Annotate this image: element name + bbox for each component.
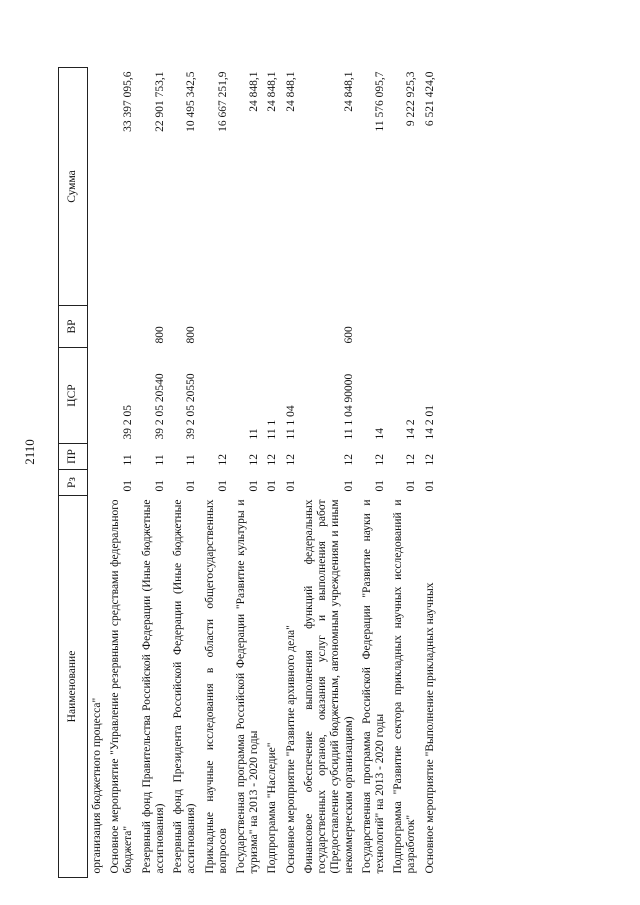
row-csr: 39 2 05 — [122, 405, 135, 440]
row-sum: 22 901 753,1 — [153, 71, 166, 132]
row-vr: 600 — [342, 326, 355, 344]
row-name: Финансовое обеспечение выполнения функций федеральных государственных органов, оказания услуг и выполнения работ (Предоставление субсидий бюджетным, автономным учреждениям и иным некоммерческим организациям) — [302, 499, 355, 874]
row-pr: 12 — [284, 454, 297, 466]
row-rz: 01 — [342, 480, 355, 492]
row-name: Подпрограмма "Развитие сектора прикладных научных исследований и разработок" — [392, 499, 418, 874]
row-name: Государственная программа Российской Федерации "Развитие культуры и туризма" на 2013 - 2020 годы — [234, 499, 261, 874]
row-pr: 12 — [423, 454, 436, 466]
row-csr: 39 2 05 20550 — [185, 373, 198, 440]
row-name: Прикладные научные исследования в области общегосударственных вопросов — [203, 499, 229, 874]
table-row — [202, 68, 233, 878]
row-sum: 9 222 925,3 — [405, 71, 418, 127]
row-sum: 11 576 095,7 — [373, 71, 386, 132]
row-pr: 12 — [342, 454, 355, 466]
header-sum: Сумма — [59, 68, 88, 306]
row-name: организация бюджетного процесса" — [91, 697, 103, 874]
row-csr: 11 — [248, 428, 261, 440]
row-csr: 11 1 — [266, 419, 279, 440]
row-rz: 01 — [266, 480, 279, 492]
row-sum: 24 848,1 — [266, 71, 279, 112]
table-row — [390, 68, 421, 878]
table-row — [264, 68, 282, 878]
row-pr: 12 — [216, 454, 229, 466]
row-name: Основное мероприятие "Выполнение прикладных научных — [423, 582, 436, 874]
row-name: Подпрограмма "Наследие" — [266, 742, 279, 874]
row-sum: 24 848,1 — [248, 71, 261, 112]
row-name: Резервный фонд Правительства Российской Федерации (Иные бюджетные ассигнования) — [140, 499, 166, 874]
row-rz: 01 — [423, 480, 436, 492]
row-vr — [107, 306, 138, 348]
table-header-row — [59, 68, 88, 878]
row-vr: 800 — [185, 326, 198, 344]
header-name: Наименование — [59, 496, 88, 878]
row-rz: 01 — [185, 480, 198, 492]
row-rz: 01 — [216, 480, 229, 492]
row-vr — [264, 306, 282, 348]
row-csr: 14 2 — [405, 419, 418, 440]
row-pr: 11 — [122, 454, 135, 466]
row-pr: 12 — [266, 454, 279, 466]
row-vr — [88, 306, 108, 348]
row-vr — [390, 306, 421, 348]
row-sum: 16 667 251,9 — [216, 71, 229, 132]
row-vr — [283, 306, 301, 348]
row-vr — [233, 306, 264, 348]
row-rz: 01 — [284, 480, 297, 492]
row-name: Основное мероприятие "Управление резервными средствами федерального бюджета" — [109, 499, 135, 874]
row-csr: 14 — [373, 428, 386, 440]
row-pr: 12 — [373, 454, 386, 466]
row-vr — [359, 306, 390, 348]
table-row — [301, 68, 359, 878]
table-row — [139, 68, 170, 878]
row-name: Государственная программа Российской Федерации "Развитие науки и технологий" на 2013 - 2020 годы — [360, 499, 386, 874]
table-row — [359, 68, 390, 878]
row-rz: 01 — [153, 480, 166, 492]
row-rz: 01 — [122, 480, 135, 492]
row-rz — [88, 470, 108, 496]
row-csr: 11 1 04 — [284, 405, 297, 440]
header-pr: ПР — [59, 444, 88, 470]
rotated-page — [58, 68, 598, 878]
row-sum: 6 521 424,0 — [423, 71, 436, 127]
row-vr — [202, 306, 233, 348]
table-row — [283, 68, 301, 878]
row-sum: 33 397 095,6 — [122, 71, 135, 132]
header-vr: ВР — [59, 306, 88, 348]
row-pr: 12 — [248, 454, 261, 466]
table-row — [107, 68, 138, 878]
budget-table — [58, 67, 440, 878]
row-pr: 12 — [405, 454, 418, 466]
row-sum — [88, 68, 108, 306]
row-csr — [202, 348, 233, 444]
table-row — [422, 68, 440, 878]
row-rz: 01 — [405, 480, 418, 492]
row-csr: 11 1 04 90000 — [342, 373, 355, 440]
row-vr: 800 — [153, 326, 166, 344]
row-pr — [88, 444, 108, 470]
row-sum: 24 848,1 — [342, 71, 355, 112]
row-pr: 11 — [153, 454, 166, 466]
table-row — [170, 68, 201, 878]
page-number: 2110 — [22, 439, 37, 465]
table-row — [88, 68, 108, 878]
row-csr: 14 2 01 — [423, 405, 436, 440]
row-name: Основное мероприятие "Развитие архивного дела" — [284, 625, 297, 874]
row-rz: 01 — [373, 480, 386, 492]
row-csr: 39 2 05 20540 — [153, 373, 166, 440]
row-sum: 10 495 342,5 — [185, 71, 198, 132]
row-vr — [422, 306, 440, 348]
header-rz: Рз — [59, 470, 88, 496]
row-sum: 24 848,1 — [284, 71, 297, 112]
row-csr — [88, 348, 108, 444]
row-rz: 01 — [248, 480, 261, 492]
row-pr: 11 — [185, 454, 198, 466]
header-csr: ЦСР — [59, 348, 88, 444]
table-row — [233, 68, 264, 878]
row-name: Резервный фонд Президента Российской Федерации (Иные бюджетные ассигнования) — [172, 499, 198, 874]
